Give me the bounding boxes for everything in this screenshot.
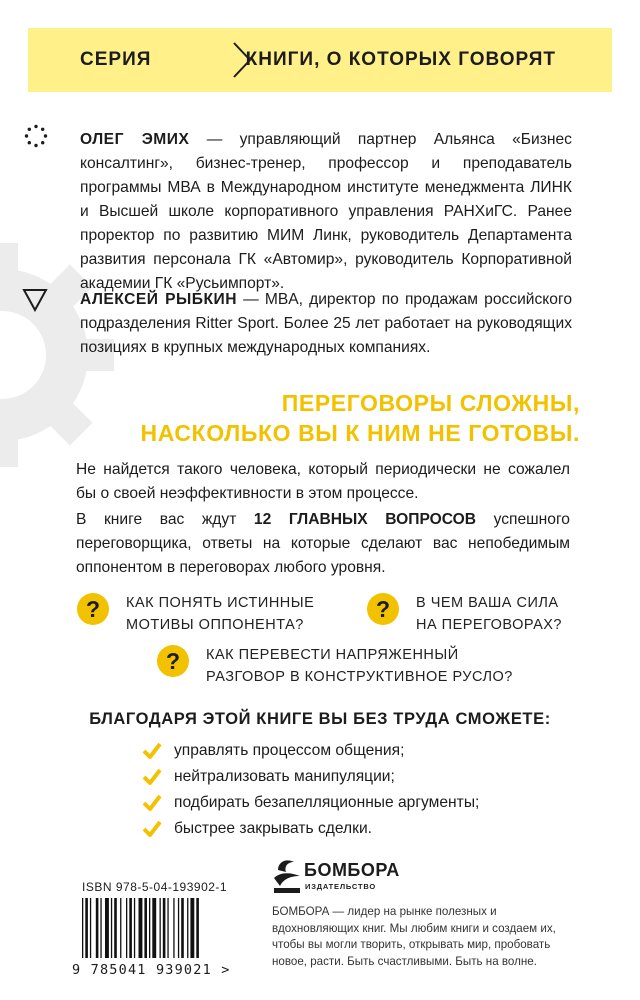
benefit-item bbox=[142, 738, 479, 764]
barcode-digits: 9 785041 939021 > bbox=[72, 962, 231, 978]
headline-line: ПЕРЕГОВОРЫ СЛОЖНЫ, bbox=[281, 390, 580, 416]
benefit-text: подбирать безапелляционные аргументы; bbox=[174, 794, 480, 811]
checkmark-icon bbox=[142, 794, 162, 812]
questions-paragraph bbox=[76, 508, 570, 580]
benefits-list bbox=[142, 738, 479, 842]
question-line: КАК ПОНЯТЬ ИСТИННЫЕ bbox=[126, 595, 315, 611]
checkmark-icon bbox=[142, 742, 162, 760]
series-label: СЕРИЯ bbox=[80, 49, 152, 70]
question-item bbox=[76, 592, 314, 636]
paragraph-text: В книге вас ждут bbox=[76, 511, 254, 528]
wave-logo-icon bbox=[272, 856, 302, 896]
publisher-logo bbox=[272, 856, 412, 896]
author-name: ОЛЕГ ЭМИХ bbox=[80, 131, 190, 148]
publisher-blurb: БОМБОРА — лидер на рынке полезных и вдохновляющих книг. Мы любим книги и создаем их, чтобы вы могли творить, открывать мир, пробовать новое, расти. Быть счастливыми. Быть на волне. bbox=[272, 905, 556, 968]
author-bio-emikh bbox=[80, 128, 572, 296]
question-line: НА ПЕРЕГОВОРАХ? bbox=[416, 617, 563, 633]
question-text bbox=[206, 644, 513, 688]
benefit-item bbox=[142, 764, 479, 790]
svg-text:?: ? bbox=[165, 648, 181, 674]
question-mark-icon bbox=[76, 592, 110, 626]
barcode-icon bbox=[82, 898, 228, 958]
question-line: МОТИВЫ ОППОНЕНТА? bbox=[126, 617, 304, 633]
series-banner bbox=[28, 28, 612, 92]
publisher-subtitle: ИЗДАТЕЛЬСТВО bbox=[305, 882, 376, 891]
question-mark-icon bbox=[366, 592, 400, 626]
benefit-item bbox=[142, 816, 479, 842]
headline-line: НАСКОЛЬКО ВЫ К НИМ НЕ ГОТОВЫ. bbox=[140, 420, 580, 446]
question-text bbox=[126, 592, 314, 636]
question-mark-icon bbox=[156, 644, 190, 678]
benefit-item bbox=[142, 790, 479, 816]
question-line: В ЧЕМ ВАША СИЛА bbox=[416, 595, 559, 611]
paragraph-text: успешного переговорщика, ответы на которые сделают вас непобедимым оппонентом в переговорах любого уровня. bbox=[76, 511, 570, 576]
benefit-text: нейтрализовать манипуляции; bbox=[174, 768, 395, 785]
benefit-text: управлять процессом общения; bbox=[174, 742, 405, 759]
question-line: РАЗГОВОР В КОНСТРУКТИВНОЕ РУСЛО? bbox=[206, 669, 513, 685]
author-name: АЛЕКСЕЙ РЫБКИН bbox=[80, 291, 237, 308]
series-name: КНИГИ, О КОТОРЫХ ГОВОРЯТ bbox=[245, 49, 556, 70]
benefits-title: БЛАГОДАРЯ ЭТОЙ КНИГЕ ВЫ БЕЗ ТРУДА СМОЖЕТЕ: bbox=[89, 710, 551, 728]
question-item bbox=[366, 592, 562, 636]
author-description: — управляющий партнер Альянса «Бизнес консалтинг», бизнес-тренер, профессор и преподаватель программы МВА в Международном институте менеджмента ЛИНК и Высшей школе корпоративного управления РАНХиГС. Ранее проректор по развитию МИМ Линк, руководитель Департамента развития персонала ГК «Автомир», руководитель Корпоративной академии ГК «Русьимпорт». bbox=[80, 131, 572, 292]
question-line: КАК ПЕРЕВЕСТИ НАПРЯЖЕННЫЙ bbox=[206, 647, 459, 663]
author-description: — MBA, директор по продажам российского подразделения Ritter Sport. Более 25 лет работает на руководящих позициях в крупных международных компаниях. bbox=[80, 291, 572, 356]
paragraph-emphasis: 12 ГЛАВНЫХ ВОПРОСОВ bbox=[253, 511, 477, 528]
checkmark-icon bbox=[142, 768, 162, 786]
checkmark-icon bbox=[142, 820, 162, 838]
author-bio-rybkin bbox=[80, 288, 572, 360]
question-text bbox=[416, 592, 562, 636]
triangle-icon bbox=[22, 288, 48, 312]
intro-paragraph: Не найдется такого человека, который периодически не сожалел бы о своей неэффективности в этом процессе. bbox=[76, 461, 570, 502]
benefit-text: быстрее закрывать сделки. bbox=[174, 820, 373, 837]
svg-text:?: ? bbox=[85, 596, 101, 622]
svg-text:?: ? bbox=[375, 596, 391, 622]
isbn-label: ISBN 978-5-04-193902-1 bbox=[82, 880, 228, 894]
dots-circle-icon bbox=[24, 124, 48, 148]
question-item bbox=[156, 644, 513, 688]
publisher-name: БОМБОРА bbox=[304, 860, 400, 880]
headline bbox=[141, 388, 581, 448]
